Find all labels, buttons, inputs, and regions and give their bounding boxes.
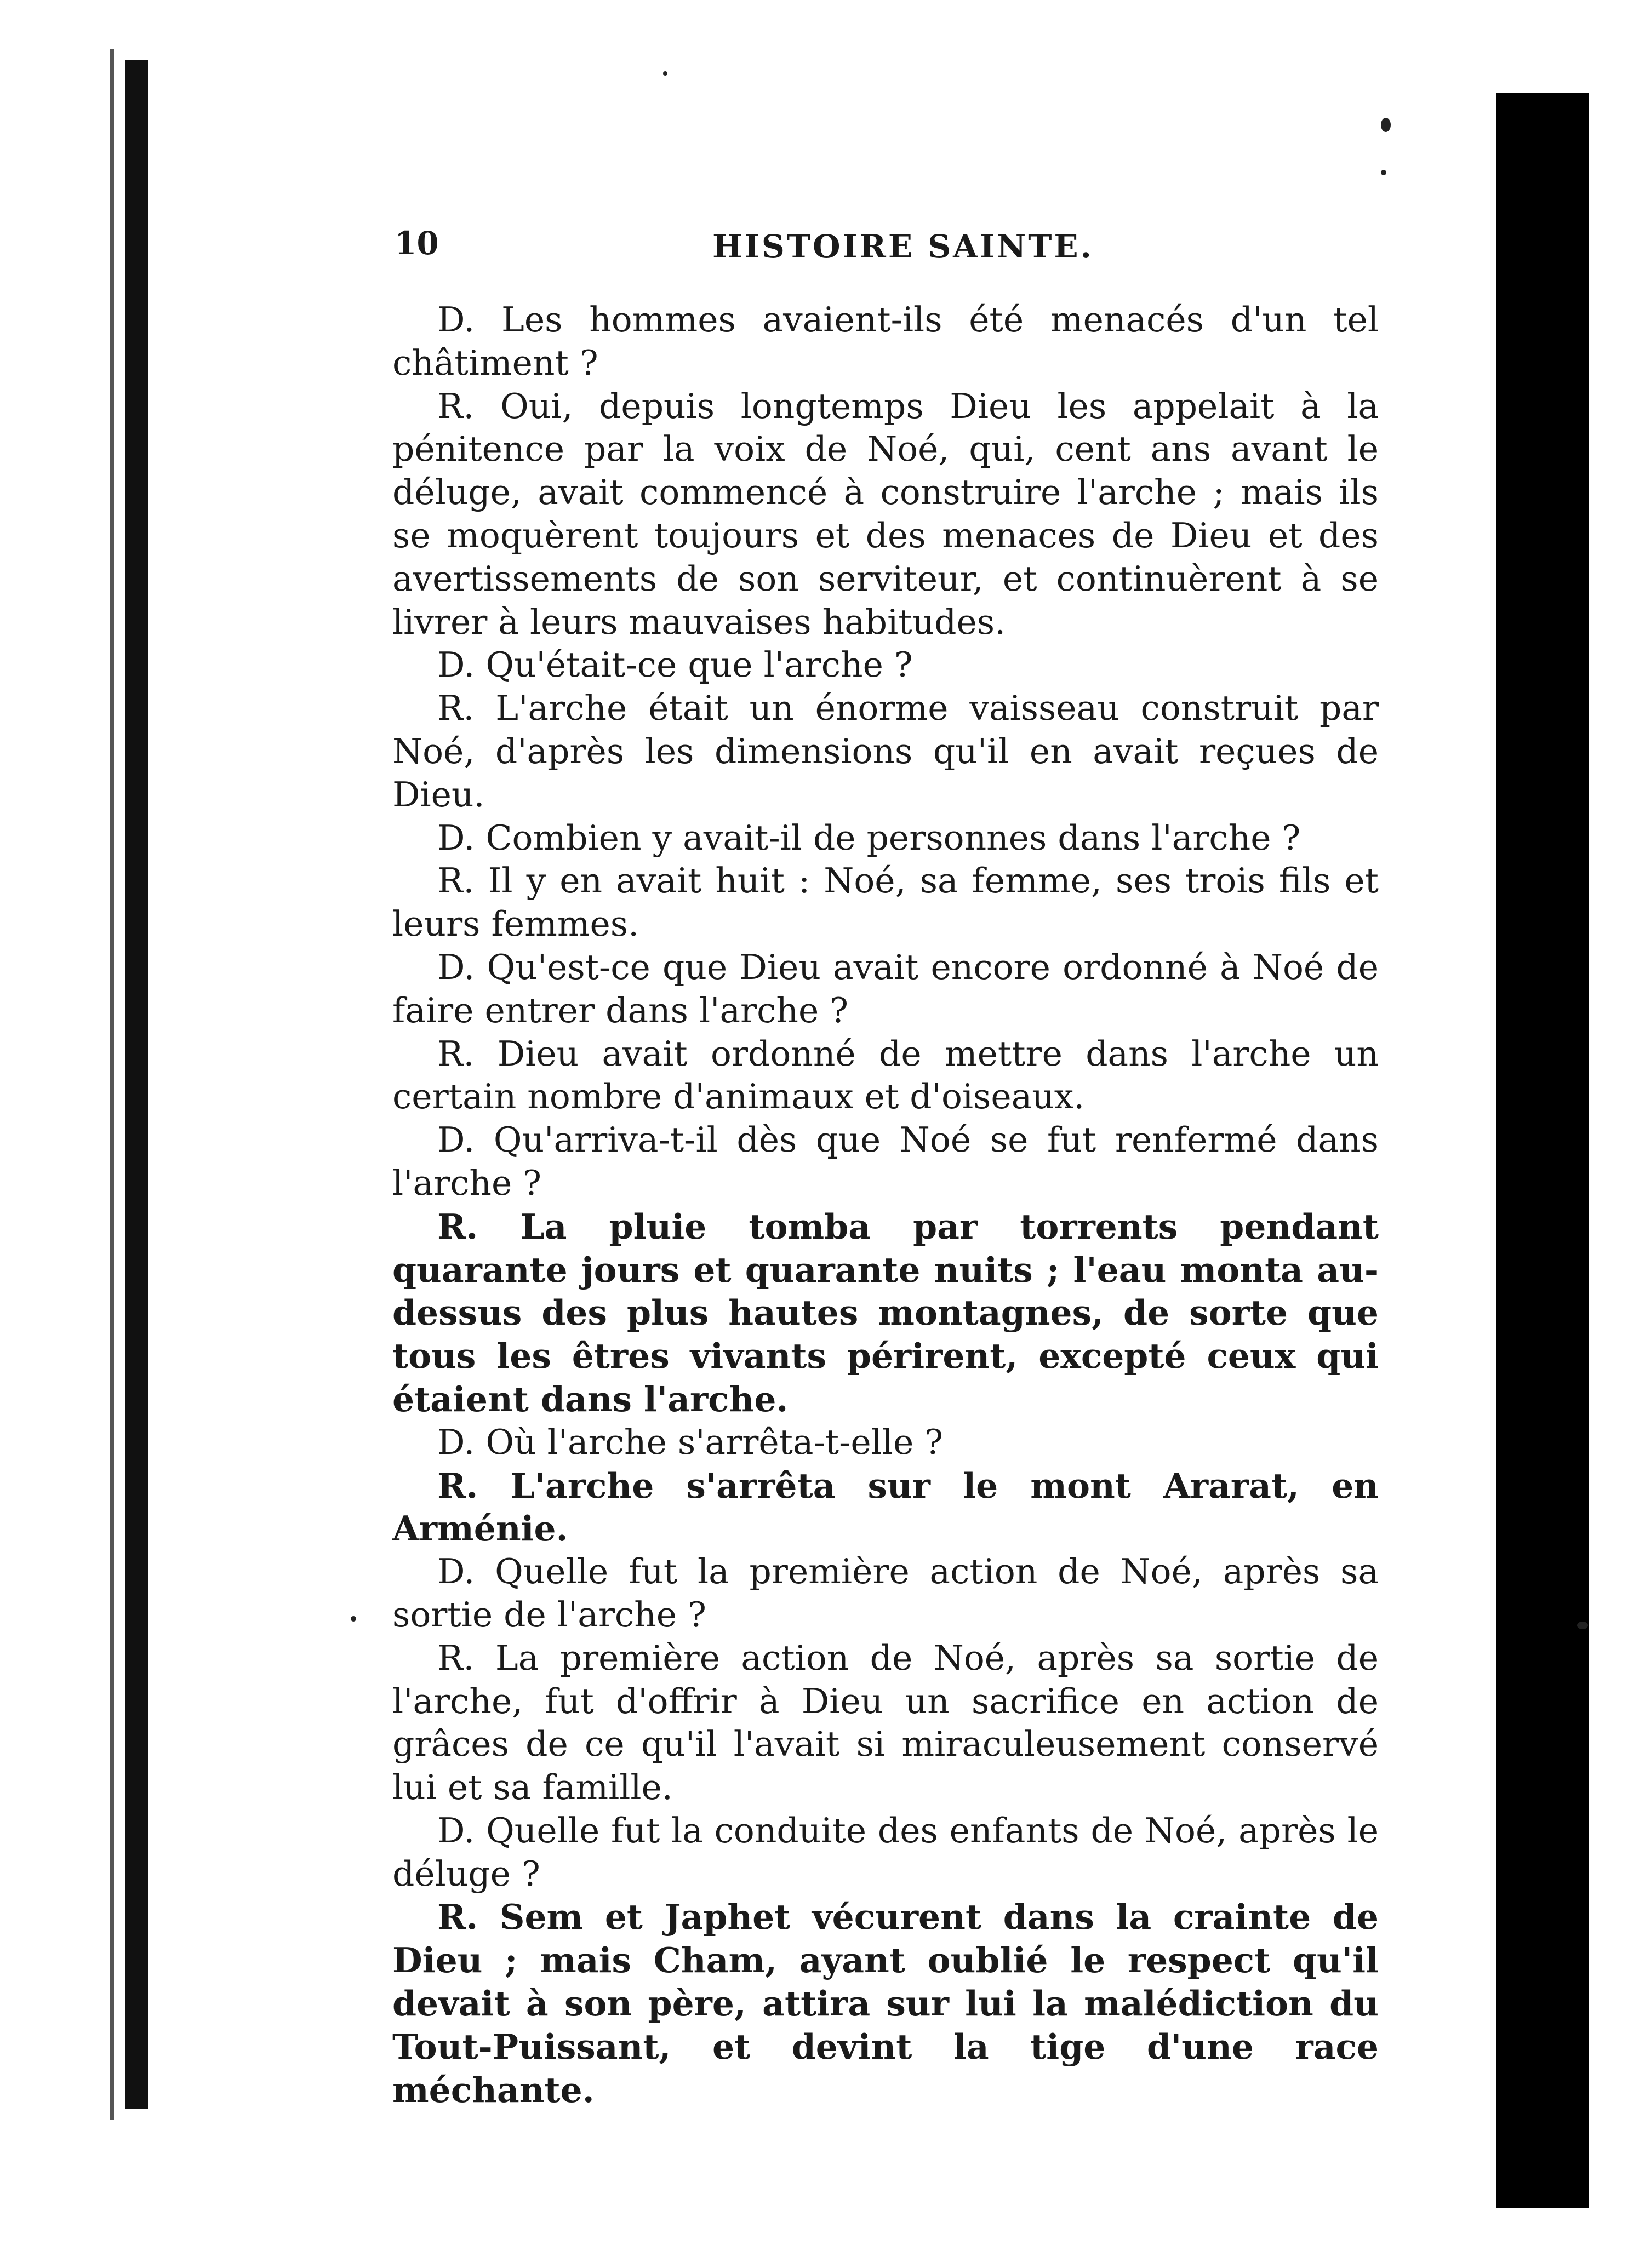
ink-speck [1381,118,1391,132]
ink-speck [663,71,667,76]
question-paragraph: D. Les hommes avaient-ils été menacés d'un tel châtiment ? [392,300,1379,383]
answer-paragraph: R. La pluie tomba par torrents pendant quarante jours et quarante nuits ; l'eau monta au-dessus des plus hautes montagnes, de sorte que tous les êtres vivants périrent, excepté ceux qui étaient dans l'arche. [392,1206,1379,1419]
ink-speck [1577,1622,1588,1629]
scan-border-left [125,60,148,2109]
answer-paragraph: R. L'arche était un énorme vaisseau construit par Noé, d'après les dimensions qu'il en avait reçues de Dieu. [392,688,1379,815]
answer-paragraph: R. La première action de Noé, après sa sortie de l'arche, fut d'offrir à Dieu un sacrifice en action de grâces de ce qu'il l'avait si miraculeusement conservé lui et sa famille. [392,1637,1379,1808]
answer-paragraph: R. Dieu avait ordonné de mettre dans l'arche un certain nombre d'animaux et d'oiseaux. [392,1033,1379,1117]
catechism-text [392,299,1379,2111]
question-paragraph: D. Quelle fut la première action de Noé, après sa sortie de l'arche ? [392,1551,1379,1635]
question-paragraph: D. Combien y avait-il de personnes dans l'arche ? [437,817,1301,858]
ink-speck [1381,170,1386,175]
question-paragraph: D. Qu'est-ce que Dieu avait encore ordonné à Noé de faire entrer dans l'arche ? [392,947,1379,1030]
answer-paragraph: R. L'arche s'arrêta sur le mont Ararat, en Arménie. [392,1465,1379,1549]
question-paragraph: D. Quelle fut la conduite des enfants de Noé, après le déluge ? [392,1810,1379,1894]
scan-border-right [1496,93,1589,2208]
running-title: HISTOIRE SAINTE. [712,228,1094,265]
answer-paragraph: R. Oui, depuis longtemps Dieu les appelait à la pénitence par la voix de Noé, qui, cent ans avant le déluge, avait commencé à construire l'arche ; mais ils se moquèrent toujours et des menaces de Dieu et des avertissements de son serviteur, et continuèrent à se livrer à leurs mauvaises habitudes. [392,386,1379,642]
question-paragraph: D. Qu'était-ce que l'arche ? [437,645,913,685]
answer-paragraph: R. Il y en avait huit : Noé, sa femme, ses trois fils et leurs femmes. [392,861,1379,944]
ink-speck [351,1616,356,1622]
question-paragraph: D. Où l'arche s'arrêta-t-elle ? [437,1422,944,1462]
answer-paragraph: R. Sem et Japhet vécurent dans la crainte de Dieu ; mais Cham, ayant oublié le respect qu'il devait à son père, attira sur lui la malédiction du Tout-Puissant, et devint la tige d'une race méchante. [392,1897,1379,2110]
page-number: 10 [395,225,439,262]
page-header [395,225,1353,274]
scan-border-left-thin [110,49,114,2120]
question-paragraph: D. Qu'arriva-t-il dès que Noé se fut renfermé dans l'arche ? [392,1120,1379,1203]
